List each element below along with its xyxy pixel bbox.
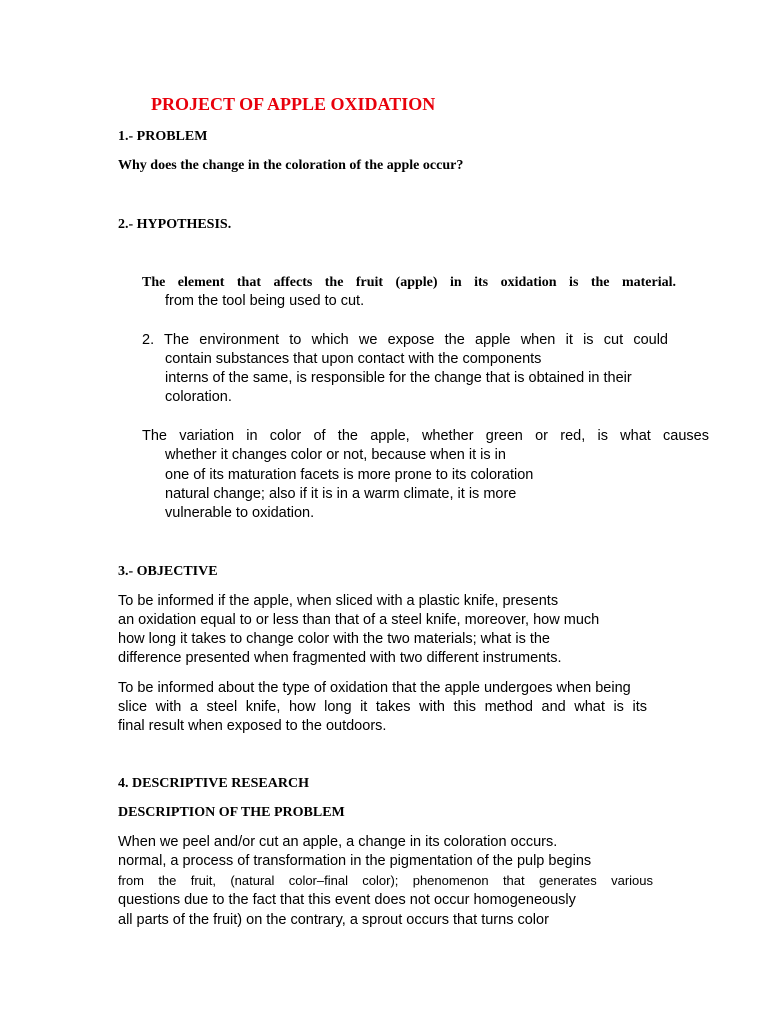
objective-2-line-1: To be informed about the type of oxidation that the apple undergoes when being: [118, 680, 631, 696]
objective-1-line-1: To be informed if the apple, when sliced with a plastic knife, presents: [118, 593, 559, 609]
hypothesis-3-line-5: vulnerable to oxidation.: [165, 505, 315, 521]
objective-1-line-4: difference presented when fragmented with two different instruments.: [118, 650, 562, 666]
research-line-2: normal, a process of transformation in the pigmentation of the pulp begins: [118, 853, 592, 869]
objective-2-line-3: final result when exposed to the outdoors.: [118, 718, 387, 734]
hypothesis-3-line-1: The variation in color of the apple, whether green or red, is what causes: [142, 428, 709, 444]
hypothesis-2-line-3: interns of the same, is responsible for the change that is obtained in their: [165, 370, 632, 386]
document-title: PROJECT OF APPLE OXIDATION: [151, 94, 436, 114]
problem-question: Why does the change in the coloration of the apple occur?: [118, 158, 464, 173]
hypothesis-3-line-2: whether it changes color or not, because when it is in: [165, 447, 506, 463]
hypothesis-2-line-1: 2. The environment to which we expose the apple when it is cut could: [142, 332, 668, 348]
hypothesis-1-line-2: from the tool being used to cut.: [165, 293, 365, 309]
objective-2-line-2: slice with a steel knife, how long it takes with this method and what is its: [118, 699, 647, 715]
research-line-5: all parts of the fruit) on the contrary, a sprout occurs that turns color: [118, 912, 549, 928]
objective-1-line-3: how long it takes to change color with the two materials; what is the: [118, 631, 550, 647]
research-subheading: DESCRIPTION OF THE PROBLEM: [118, 805, 345, 820]
hypothesis-1-line-1: The element that affects the fruit (apple) in its oxidation is the material.: [142, 275, 676, 290]
objective-heading: 3.- OBJECTIVE: [118, 564, 218, 579]
hypothesis-heading: 2.- HYPOTHESIS.: [118, 217, 232, 232]
hypothesis-3-line-3: one of its maturation facets is more prone to its coloration: [165, 467, 534, 483]
hypothesis-2-line-4: coloration.: [165, 389, 232, 405]
problem-heading: 1.- PROBLEM: [118, 129, 208, 144]
research-line-3: from the fruit, (natural color–final color); phenomenon that generates various: [118, 873, 653, 888]
objective-1-line-2: an oxidation equal to or less than that of a steel knife, moreover, how much: [118, 612, 600, 628]
hypothesis-2-line-2: contain substances that upon contact with the components: [165, 351, 542, 367]
research-line-4: questions due to the fact that this event does not occur homogeneously: [118, 892, 576, 908]
hypothesis-3-line-4: natural change; also if it is in a warm climate, it is more: [165, 486, 517, 502]
research-heading: 4. DESCRIPTIVE RESEARCH: [118, 776, 309, 791]
research-line-1: When we peel and/or cut an apple, a change in its coloration occurs.: [118, 834, 558, 850]
